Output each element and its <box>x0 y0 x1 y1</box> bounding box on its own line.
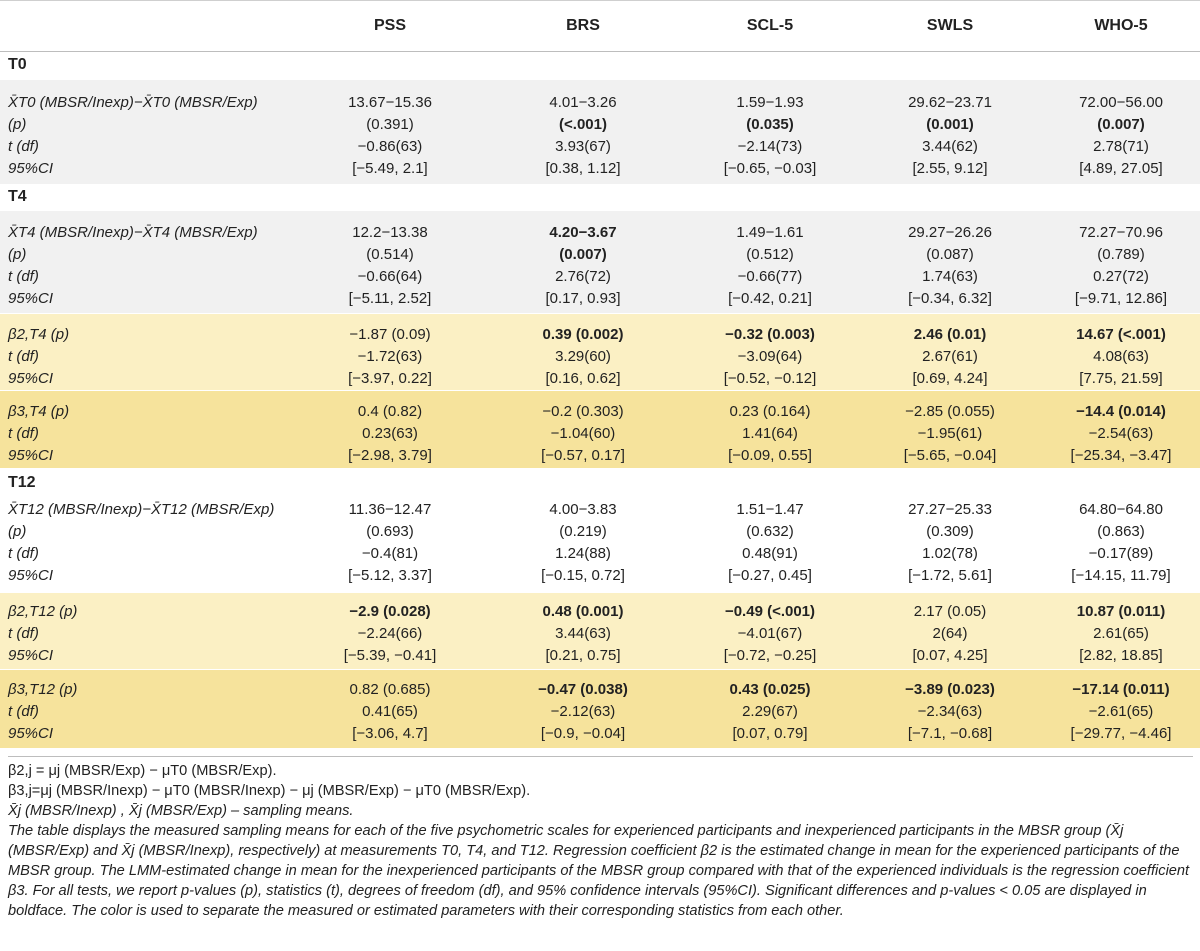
table-cell: (0.632) <box>746 523 794 540</box>
table-row <box>0 565 1200 587</box>
row-label: t (df) <box>8 268 39 285</box>
row-label: X̄T4 (MBSR/Inexp)−X̄T4 (MBSR/Exp) <box>8 224 258 241</box>
table-row <box>0 244 1200 266</box>
table-cell: (0.693) <box>366 523 414 540</box>
table-cell: [0.38, 1.12] <box>545 160 621 177</box>
table-cell: 2(64) <box>932 625 968 642</box>
table-cell: 2.61(65) <box>1093 625 1149 642</box>
column-header-swls: SWLS <box>926 17 974 34</box>
row-label: (p) <box>8 246 27 263</box>
table-row <box>0 401 1200 423</box>
table-cell: [−1.72, 5.61] <box>908 567 992 584</box>
table-cell: 10.87 (0.011) <box>1076 603 1166 620</box>
table-cell: 4.20−3.67 <box>549 224 617 241</box>
table-cell: −0.49 (<.001) <box>724 603 816 620</box>
table-cell: 2.78(71) <box>1093 138 1149 155</box>
table-row <box>0 368 1200 390</box>
table-cell: 11.36−12.47 <box>348 501 432 518</box>
table-cell: 3.93(67) <box>555 138 611 155</box>
table-cell: 3.29(60) <box>555 348 611 365</box>
table-row <box>0 324 1200 346</box>
table-cell: 2.46 (0.01) <box>913 326 987 343</box>
table-cell: [−0.72, −0.25] <box>723 647 817 664</box>
table-cell: [−3.06, 4.7] <box>352 725 428 742</box>
row-label: t (df) <box>8 545 39 562</box>
column-header-who5: WHO-5 <box>1094 17 1148 34</box>
table-cell: [0.07, 4.25] <box>912 647 988 664</box>
table-cell: [−0.65, −0.03] <box>723 160 817 177</box>
table-cell: −1.87 (0.09) <box>349 326 431 343</box>
table-cell: (<.001) <box>559 116 607 133</box>
section-title: T12 <box>8 474 36 491</box>
table-cell: [−0.42, 0.21] <box>728 290 812 307</box>
table-cell: (0.035) <box>746 116 794 133</box>
table-cell: (0.309) <box>926 523 974 540</box>
table-row <box>0 543 1200 565</box>
table-cell: −1.95(61) <box>917 425 983 442</box>
table-row <box>0 679 1200 701</box>
table-cell: [−0.34, 6.32] <box>908 290 992 307</box>
table-cell: −0.4(81) <box>361 545 419 562</box>
table-cell: [−14.15, 11.79] <box>1071 567 1171 584</box>
table-cell: 14.67 (<.001) <box>1076 326 1166 343</box>
table-cell: (0.007) <box>559 246 607 263</box>
row-label: β3,T12 (p) <box>8 681 78 698</box>
table-cell: −17.14 (0.011) <box>1072 681 1170 698</box>
table-cell: −0.47 (0.038) <box>538 681 628 698</box>
table-cell: 1.24(88) <box>555 545 611 562</box>
table-cell: [0.17, 0.93] <box>545 290 621 307</box>
table-cell: −2.34(63) <box>917 703 983 720</box>
table-cell: (0.001) <box>926 116 974 133</box>
table-cell: [−5.12, 3.37] <box>348 567 432 584</box>
row-label: t (df) <box>8 348 39 365</box>
table-cell: −0.2 (0.303) <box>542 403 624 420</box>
table-cell: 3.44(62) <box>922 138 978 155</box>
row-label: 95%CI <box>8 290 54 307</box>
table-cell: 2.67(61) <box>922 348 978 365</box>
table-cell: 0.48(91) <box>742 545 798 562</box>
table-cell: −0.66(64) <box>357 268 423 285</box>
table-cell: (0.087) <box>926 246 974 263</box>
row-label: 95%CI <box>8 160 54 177</box>
table-cell: 2.17 (0.05) <box>913 603 987 620</box>
row-label: 95%CI <box>8 567 54 584</box>
footnote-sampling-means: X̄j (MBSR/Inexp) , X̄j (MBSR/Exp) – sampling means. <box>8 803 354 819</box>
table-cell: −1.72(63) <box>357 348 423 365</box>
table-cell: [0.21, 0.75] <box>545 647 621 664</box>
table-cell: [−5.39, −0.41] <box>343 647 437 664</box>
table-cell: 29.27−26.26 <box>908 224 992 241</box>
table-cell: [−5.49, 2.1] <box>352 160 428 177</box>
table-cell: −14.4 (0.014) <box>1076 403 1166 420</box>
table-cell: (0.219) <box>559 523 607 540</box>
table-cell: 0.48 (0.001) <box>542 603 624 620</box>
table-cell: −0.17(89) <box>1088 545 1154 562</box>
table-cell: 72.00−56.00 <box>1079 94 1163 111</box>
table-cell: −4.01(67) <box>737 625 803 642</box>
table-cell: 0.4 (0.82) <box>357 403 423 420</box>
footnote-beta2: β2,j = μj (MBSR/Exp) − μT0 (MBSR/Exp). <box>8 763 277 779</box>
table-row <box>0 645 1200 667</box>
table-cell: 27.27−25.33 <box>908 501 992 518</box>
table-footnotes <box>8 756 1193 921</box>
table-cell: [−29.77, −4.46] <box>1070 725 1172 742</box>
row-label: t (df) <box>8 703 39 720</box>
table-cell: [−9.71, 12.86] <box>1074 290 1168 307</box>
section-title: T4 <box>8 188 27 205</box>
table-cell: (0.007) <box>1097 116 1145 133</box>
table-cell: 29.62−23.71 <box>908 94 992 111</box>
row-label: β3,T4 (p) <box>8 403 70 420</box>
table-header <box>0 0 1200 52</box>
table-cell: [−0.09, 0.55] <box>728 447 812 464</box>
row-label: 95%CI <box>8 647 54 664</box>
table-row <box>0 346 1200 368</box>
row-label: β2,T12 (p) <box>8 603 78 620</box>
table-cell: −0.32 (0.003) <box>725 326 815 343</box>
table-cell: [2.55, 9.12] <box>912 160 988 177</box>
row-label: 95%CI <box>8 370 54 387</box>
table-cell: −2.54(63) <box>1088 425 1154 442</box>
table-cell: 1.02(78) <box>922 545 978 562</box>
table-row <box>0 601 1200 623</box>
table-cell: −2.14(73) <box>737 138 803 155</box>
table-cell: 0.82 (0.685) <box>349 681 431 698</box>
row-label: 95%CI <box>8 447 54 464</box>
table-cell: 1.59−1.93 <box>736 94 804 111</box>
table-cell: [2.82, 18.85] <box>1079 647 1163 664</box>
table-cell: −1.04(60) <box>550 425 616 442</box>
table-cell: −3.09(64) <box>737 348 803 365</box>
table-row <box>0 723 1200 745</box>
table-cell: [0.16, 0.62] <box>545 370 621 387</box>
table-row <box>0 623 1200 645</box>
table-cell: 0.27(72) <box>1093 268 1149 285</box>
table-cell: 1.41(64) <box>742 425 798 442</box>
table-cell: 4.00−3.83 <box>549 501 617 518</box>
table-row <box>0 445 1200 467</box>
table-cell: 0.43 (0.025) <box>729 681 811 698</box>
table-cell: −0.66(77) <box>737 268 803 285</box>
row-label: X̄T0 (MBSR/Inexp)−X̄T0 (MBSR/Exp) <box>8 94 258 111</box>
table-cell: [−7.1, −0.68] <box>907 725 993 742</box>
table-cell: 2.29(67) <box>742 703 798 720</box>
table-cell: 1.49−1.61 <box>736 224 804 241</box>
table-cell: 0.41(65) <box>362 703 418 720</box>
table-cell: 12.2−13.38 <box>352 224 428 241</box>
table-row <box>0 114 1200 136</box>
row-label: t (df) <box>8 138 39 155</box>
table-cell: [7.75, 21.59] <box>1079 370 1163 387</box>
table-cell: [−0.52, −0.12] <box>723 370 817 387</box>
table-cell: −0.86(63) <box>357 138 423 155</box>
table-row <box>0 701 1200 723</box>
table-cell: −3.89 (0.023) <box>905 681 995 698</box>
row-label: (p) <box>8 116 27 133</box>
table-cell: 13.67−15.36 <box>348 94 432 111</box>
table-cell: (0.789) <box>1097 246 1145 263</box>
table-cell: [−2.98, 3.79] <box>348 447 432 464</box>
table-cell: −2.12(63) <box>550 703 616 720</box>
table-cell: 4.08(63) <box>1093 348 1149 365</box>
table-cell: [−0.27, 0.45] <box>728 567 812 584</box>
table-cell: 0.23(63) <box>362 425 418 442</box>
table-cell: [−0.15, 0.72] <box>541 567 625 584</box>
table-cell: [−5.65, −0.04] <box>903 447 997 464</box>
table-cell: 3.44(63) <box>555 625 611 642</box>
table-row <box>0 158 1200 180</box>
column-header-pss: PSS <box>373 17 406 34</box>
table-cell: 2.76(72) <box>555 268 611 285</box>
table-cell: [−0.57, 0.17] <box>541 447 625 464</box>
table-cell: [0.07, 0.79] <box>732 725 808 742</box>
table-cell: [−25.34, −3.47] <box>1070 447 1172 464</box>
table-cell: [−3.97, 0.22] <box>348 370 432 387</box>
table-cell: −2.85 (0.055) <box>905 403 995 420</box>
table-cell: −2.61(65) <box>1088 703 1154 720</box>
table-row <box>0 222 1200 244</box>
table-row <box>0 499 1200 521</box>
table-row <box>0 423 1200 445</box>
row-label: X̄T12 (MBSR/Inexp)−X̄T12 (MBSR/Exp) <box>8 501 275 518</box>
table-cell: −2.24(66) <box>357 625 423 642</box>
table-row <box>0 288 1200 310</box>
table-cell: [−5.11, 2.52] <box>348 290 432 307</box>
table-row <box>0 136 1200 158</box>
table-cell: [0.69, 4.24] <box>912 370 988 387</box>
row-label: 95%CI <box>8 725 54 742</box>
row-label: β2,T4 (p) <box>8 326 70 343</box>
column-header-brs: BRS <box>566 17 600 34</box>
footnote-beta3: β3,j=μj (MBSR/Inexp) − μT0 (MBSR/Inexp) − μj (MBSR/Exp) − μT0 (MBSR/Exp). <box>8 783 531 799</box>
table-cell: [4.89, 27.05] <box>1079 160 1163 177</box>
row-label: t (df) <box>8 625 39 642</box>
table-cell: 72.27−70.96 <box>1079 224 1163 241</box>
row-label: (p) <box>8 523 27 540</box>
table-cell: (0.863) <box>1097 523 1145 540</box>
table-description: The table displays the measured sampling means for each of the five psychometric scales for experienced participants and inexperienced participants in the MBSR group (X̄j (MBSR/Exp) and X̄j (MBSR/Inexp), respectively) at measurements T0, T4, and T12. Regression coefficient β2 is the estimated change in mean for the experienced participants of the MBSR group. The LMM-estimated change in mean for the inexperienced participants of the MBSR group compared with that of the experienced individuals is the regression coefficient β3. For all tests, we report p-values (p), statistics (t), degrees of freedom (df), and 95% confidence intervals (95%CI). Significant differences and p-values < 0.05 are displayed in boldface. The color is used to separate the measured or estimated parameters with their corresponding statistics from each other. <box>8 823 1190 919</box>
table-cell: (0.512) <box>746 246 794 263</box>
table-cell: −2.9 (0.028) <box>349 603 431 620</box>
table-cell: (0.391) <box>366 116 414 133</box>
table-cell: 0.23 (0.164) <box>729 403 811 420</box>
column-header-scl5: SCL-5 <box>746 17 794 34</box>
table-row <box>0 521 1200 543</box>
table-cell: 1.74(63) <box>922 268 978 285</box>
row-label: t (df) <box>8 425 39 442</box>
table-row <box>0 92 1200 114</box>
table-cell: 1.51−1.47 <box>736 501 804 518</box>
table-cell: 0.39 (0.002) <box>542 326 624 343</box>
table-cell: 4.01−3.26 <box>549 94 617 111</box>
table-cell: (0.514) <box>366 246 414 263</box>
section-title: T0 <box>8 56 27 73</box>
table-cell: [−0.9, −0.04] <box>540 725 626 742</box>
table-row <box>0 266 1200 288</box>
table-cell: 64.80−64.80 <box>1079 501 1163 518</box>
